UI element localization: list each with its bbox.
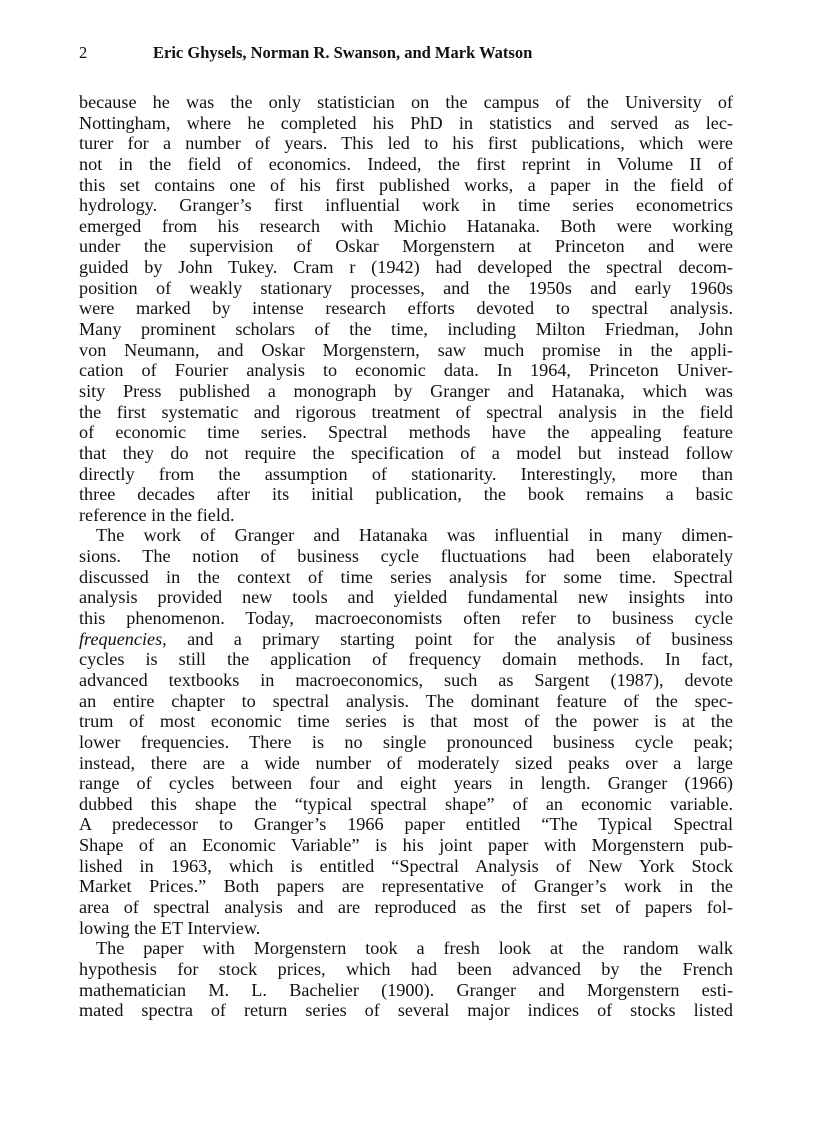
- text-line: [79, 959, 733, 980]
- paragraph: [79, 92, 733, 525]
- text-line: [79, 525, 733, 546]
- text-segment: mated spectra of return series of several major indices of stocks listed: [79, 1000, 733, 1021]
- text-segment: this set contains one of his first published works, a paper in the field of: [79, 174, 733, 195]
- text-segment: range of cycles between four and eight years in length. Granger (1966): [79, 773, 733, 794]
- text-line: [79, 236, 733, 257]
- text-line: [79, 443, 733, 464]
- text-segment: The work of Granger and Hatanaka was influential in many dimen-: [96, 525, 733, 546]
- text-line: [79, 340, 733, 361]
- text-segment: under the supervision of Oskar Morgenstern at Princeton and were: [79, 236, 733, 257]
- text-line: [79, 360, 733, 381]
- running-header: [79, 43, 739, 65]
- text-segment: were marked by intense research efforts devoted to spectral analysis.: [79, 298, 733, 319]
- body-text: [79, 92, 733, 1021]
- text-line: [79, 732, 733, 753]
- text-line: [79, 814, 733, 835]
- text-line: [79, 319, 733, 340]
- text-line: [79, 402, 733, 423]
- text-line: [79, 794, 733, 815]
- text-segment: sity Press published a monograph by Granger and Hatanaka, which was: [79, 380, 733, 401]
- text-line: [79, 133, 733, 154]
- text-segment: this phenomenon. Today, macroeconomists often refer to business cycle: [79, 608, 733, 629]
- paragraph: [79, 525, 733, 938]
- text-segment: the first systematic and rigorous treatment of spectral analysis in the field: [79, 401, 733, 422]
- text-segment: directly from the assumption of stationarity. Interestingly, more than: [79, 463, 733, 484]
- text-segment: turer for a number of years. This led to his first publications, which were: [79, 133, 733, 154]
- text-segment: an entire chapter to spectral analysis. The dominant feature of the spec-: [79, 690, 733, 711]
- text-segment: that they do not require the specification of a model but instead follow: [79, 442, 733, 463]
- text-line: [79, 381, 733, 402]
- text-line: [79, 195, 733, 216]
- text-line: [79, 691, 733, 712]
- text-line: [79, 484, 733, 505]
- text-line: [79, 175, 733, 196]
- text-line: [79, 298, 733, 319]
- page-number: 2: [79, 43, 88, 62]
- text-line: [79, 711, 733, 732]
- text-segment: Many prominent scholars of the time, including Milton Friedman, John: [79, 319, 733, 340]
- text-line: [79, 278, 733, 299]
- text-segment: because he was the only statistician on the campus of the University of: [79, 92, 733, 112]
- text-segment: The paper with Morgenstern took a fresh look at the random walk: [96, 938, 733, 959]
- text-line: [79, 670, 733, 691]
- text-segment: instead, there are a wide number of moderately sized peaks over a large: [79, 752, 733, 773]
- text-line: [79, 753, 733, 774]
- text-segment: lished in 1963, which is entitled “Spectral Analysis of New York Stock: [79, 855, 733, 876]
- text-segment: cycles is still the application of frequency domain methods. In fact,: [79, 649, 733, 670]
- text-segment: Nottingham, where he completed his PhD in statistics and served as lec-: [79, 112, 733, 133]
- text-line: [79, 856, 733, 877]
- text-line: [79, 649, 733, 670]
- text-line: [79, 629, 733, 650]
- text-line: [79, 257, 733, 278]
- text-line: [79, 587, 733, 608]
- text-segment: von Neumann, and Oskar Morgenstern, saw much promise in the appli-: [79, 339, 733, 360]
- text-line: [79, 773, 733, 794]
- text-line: [79, 464, 733, 485]
- text-line: [79, 608, 733, 629]
- text-segment: discussed in the context of time series analysis for some time. Spectral: [79, 566, 733, 587]
- paragraph: [79, 938, 733, 1021]
- text-segment: guided by John Tukey. Cram r (1942) had developed the spectral decom-: [79, 257, 733, 278]
- text-segment: lower frequencies. There is no single pronounced business cycle peak;: [79, 731, 733, 752]
- text-segment: cation of Fourier analysis to economic data. In 1964, Princeton Univer-: [79, 360, 733, 381]
- emphasized-text: frequencies: [79, 628, 163, 649]
- text-segment: hydrology. Granger’s first influential work in time series econometrics: [79, 195, 733, 216]
- text-segment: advanced textbooks in macroeconomics, such as Sargent (1987), devote: [79, 669, 733, 690]
- text-segment: mathematician M. L. Bachelier (1900). Granger and Morgenstern esti-: [79, 979, 733, 1000]
- text-segment: sions. The notion of business cycle fluctuations had been elaborately: [79, 546, 733, 567]
- text-line: [79, 422, 733, 443]
- text-segment: position of weakly stationary processes, and the 1950s and early 1960s: [79, 277, 733, 298]
- text-line: [79, 1000, 733, 1021]
- text-segment: , and a primary starting point for the analysis of business: [162, 628, 733, 649]
- text-line: [79, 216, 733, 237]
- text-segment: reference in the field.: [79, 504, 235, 525]
- text-line: [79, 876, 733, 897]
- text-line: [79, 980, 733, 1001]
- text-segment: emerged from his research with Michio Hatanaka. Both were working: [79, 215, 733, 236]
- text-line: [79, 567, 733, 588]
- text-segment: three decades after its initial publication, the book remains a basic: [79, 484, 733, 505]
- text-line: [79, 918, 733, 939]
- running-head-authors: Eric Ghysels, Norman R. Swanson, and Mark Watson: [153, 43, 533, 62]
- text-segment: analysis provided new tools and yielded fundamental new insights into: [79, 587, 733, 608]
- text-segment: of economic time series. Spectral methods have the appealing feature: [79, 422, 733, 443]
- text-segment: dubbed this shape the “typical spectral shape” of an economic variable.: [79, 793, 733, 814]
- text-segment: A predecessor to Granger’s 1966 paper entitled “The Typical Spectral: [79, 814, 733, 835]
- text-line: [79, 835, 733, 856]
- text-segment: not in the field of economics. Indeed, the first reprint in Volume II of: [79, 153, 733, 174]
- text-line: [79, 897, 733, 918]
- text-line: [79, 154, 733, 175]
- text-segment: Shape of an Economic Variable” is his joint paper with Morgenstern pub-: [79, 835, 733, 856]
- text-line: [79, 113, 733, 134]
- text-segment: lowing the ET Interview.: [79, 917, 261, 938]
- text-segment: Market Prices.” Both papers are representative of Granger’s work in the: [79, 876, 733, 897]
- text-segment: hypothesis for stock prices, which had been advanced by the French: [79, 958, 733, 979]
- text-line: [79, 938, 733, 959]
- text-line: [79, 546, 733, 567]
- text-segment: trum of most economic time series is that most of the power is at the: [79, 711, 733, 732]
- text-line: [79, 92, 733, 113]
- text-line: [79, 505, 733, 526]
- text-segment: area of spectral analysis and are reproduced as the first set of papers fol-: [79, 896, 733, 917]
